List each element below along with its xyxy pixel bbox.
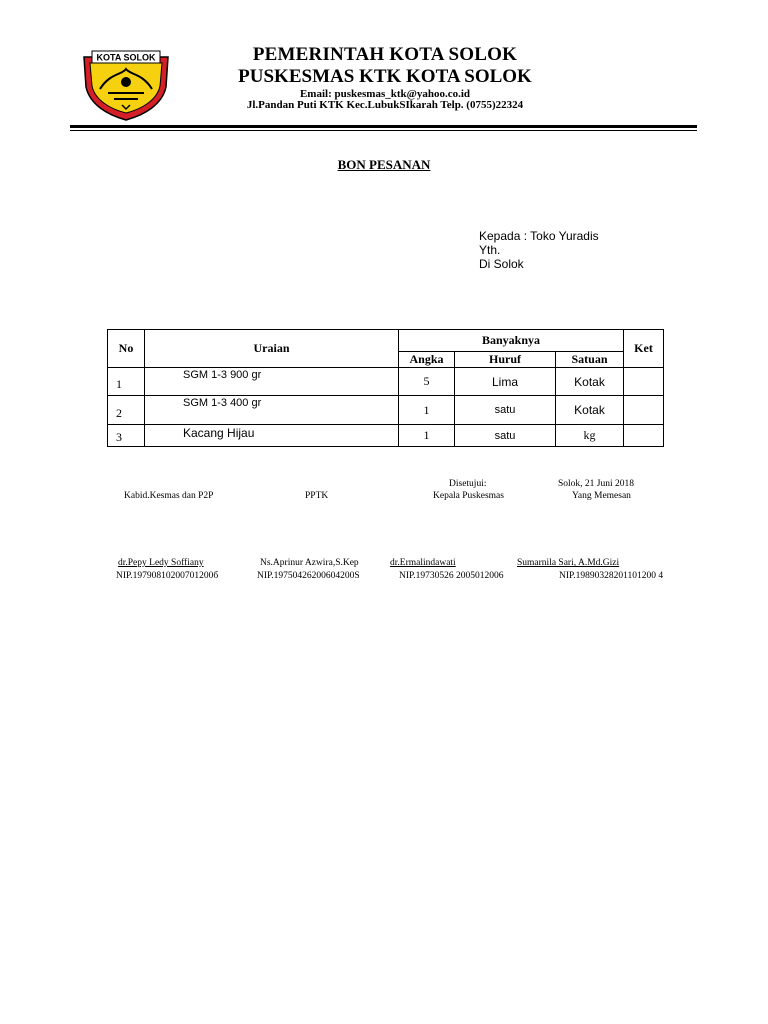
signature-approved-label: Disetujui: — [449, 479, 487, 489]
cell-angka: 1 — [399, 425, 455, 447]
cell-huruf: satu — [455, 396, 556, 425]
header-puskesmas: PUSKESMAS KTK KOTA SOLOK — [238, 66, 532, 87]
signature-role: Kabid.Kesmas dan P2P — [124, 491, 214, 501]
cell-huruf: Lima — [455, 368, 556, 396]
table-row — [108, 368, 664, 396]
cell-uraian: Kacang Hijau — [145, 425, 399, 447]
col-satuan-header: Satuan — [556, 352, 624, 368]
col-no-header: No — [108, 330, 145, 368]
col-angka-header: Angka — [399, 352, 455, 368]
city-logo — [78, 49, 174, 121]
header-email: Email: puskesmas_ktk@yahoo.co.id — [299, 88, 471, 100]
signature-nip: NIP.19730526 2005012006 — [399, 571, 504, 581]
cell-angka: 1 — [399, 396, 455, 425]
col-huruf-header: Huruf — [455, 352, 556, 368]
document-title: BON PESANAN — [337, 157, 431, 172]
order-table — [107, 329, 664, 447]
cell-ket — [624, 368, 664, 396]
signature-nip: NIP.19890328201101200 4 — [559, 571, 664, 581]
signature-name: dr.Ermalindawati — [390, 558, 456, 568]
recipient-line-2: Yth. — [479, 243, 501, 257]
col-uraian-header: Uraian — [145, 330, 399, 368]
header-divider-thin — [70, 130, 697, 131]
signature-nip: NIP.19790810200701200б — [116, 571, 219, 581]
header-address: Jl.Pandan Puti KTK Kec.LubukSIkarah Telp. (0755)22324 — [246, 99, 524, 111]
signature-role: Yang Memesan — [572, 491, 631, 501]
signature-name: dr.Pepy Ledy Soffiany — [118, 558, 204, 568]
signature-date: Solok, 21 Juni 2018 — [558, 479, 635, 489]
cell-ket — [624, 396, 664, 425]
recipient-line-3: Di Solok — [479, 257, 524, 271]
col-banyaknya-header: Banyaknya — [399, 330, 624, 352]
logo-text: KOTA SOLOK — [96, 52, 156, 63]
signature-role: PPTK — [305, 491, 329, 501]
cell-no: 2 — [108, 396, 145, 425]
cell-ket — [624, 425, 664, 447]
col-ket-header: Ket — [624, 330, 664, 368]
cell-satuan: kg — [556, 425, 624, 447]
signature-nip: NIP.19750426200604200S — [257, 571, 360, 581]
cell-uraian: SGM 1-3 400 gr — [145, 396, 399, 425]
header-divider-thick — [70, 125, 697, 128]
signature-role: Kepala Puskesmas — [433, 491, 504, 501]
cell-angka: 5 — [399, 368, 455, 396]
cell-satuan: Kotak — [556, 396, 624, 425]
cell-huruf: satu — [455, 425, 556, 447]
header-government: PEMERINTAH KOTA SOLOK — [252, 44, 518, 65]
cell-no: 1 — [108, 368, 145, 396]
signature-name: Sumarnila Sari, A.Md.Gizi — [517, 558, 620, 568]
recipient-line-1: Kepada : Toko Yuradis — [479, 229, 599, 243]
cell-no: 3 — [108, 425, 145, 447]
table-row — [108, 425, 664, 447]
cell-satuan: Kotak — [556, 368, 624, 396]
cell-uraian: SGM 1-3 900 gr — [145, 368, 399, 396]
table-row — [108, 396, 664, 425]
signature-name: Ns.Aprinur Azwira,S.Kep — [260, 558, 359, 568]
